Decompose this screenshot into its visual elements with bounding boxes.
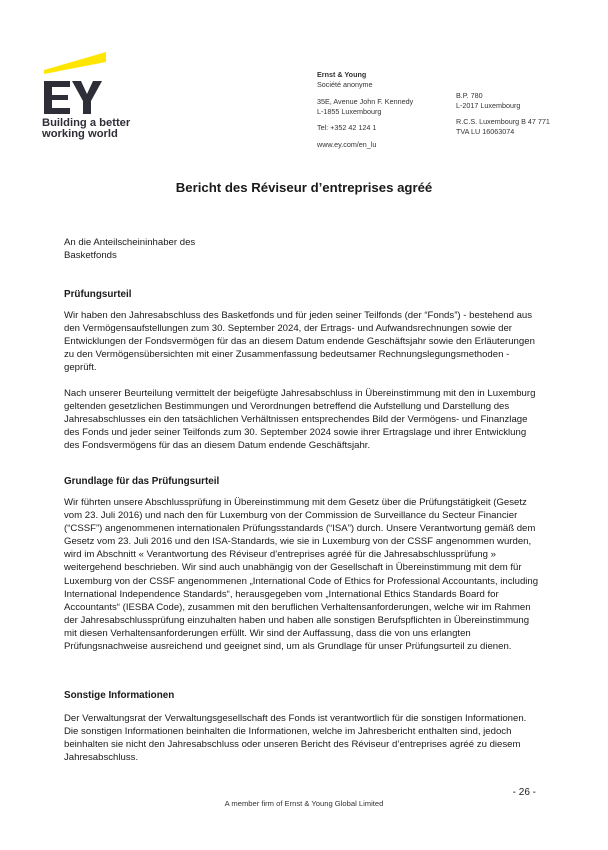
paragraph-pruefungsurteil-1: Wir haben den Jahresabschluss des Basketfonds und für jeden seiner Teilfonds (der “Fonds”) - bestehend aus den Vermögensaufstellungen zum 30. September 2024, der Ertrags- und Aufwandsrechnungen sowie der Entwicklungen der Fondsvermögen für das an diesem Datum endende Geschäftsjahr sowie den Erläuterungen zu den Vermögensübersichten mit einer Zusammenfassung bedeutsamer Rechnungslegungsmethoden - geprüft. — [64, 310, 535, 374]
paragraph-grundlage-1: Wir führten unsere Abschlussprüfung in Übereinstimmung mit dem Gesetz über die Prüfungstätigkeit (Gesetz vom 23. Juli 2016) und nach den für Luxemburg von der Commission de Surveillance du Secteur Financier (“CSSF”) angenommenen internationalen Prüfungsstandards (“ISA”) durch. Unsere Verantwortung gemäß dem Gesetz vom 23. Juli 2016 und den ISA-Standards, wie sie in Luxemburg von der CSSF angenommen wurden, wird im Abschnitt « Verantwortung des Réviseur d’entreprises agréé für die Jahresabschlussprüfung » weitergehend beschrieben. Wir sind auch unabhängig von der Gesellschaft in Übereinstimmung mit dem für Luxemburg von der CSSF angenommenen „International Code of Ethics for Professional Accountants, including International Independence Standards“, herausgegeben vom „International Ethics Standards Board for Accountants“ (IESBA Code), zusammen mit den beruflichen Verhaltensanforderungen, welche wir im Rahmen der Jahresabschlussprüfung einzuhalten haben und haben alle sonstigen Berufspflichten in Übereinstimmung mit diesen Verhaltensanforderungen erfüllt. Wir sind der Auffassung, dass die von uns erlangten Prüfungsnachweise ausreichend und geeignet sind, um als Grundlage für unser Prüfungsurteil zu dienen. — [64, 497, 539, 653]
page-footer: A member firm of Ernst & Young Global Limited — [224, 799, 384, 808]
section-heading-pruefungsurteil: Prüfungsurteil — [64, 289, 132, 300]
company-tva: TVA LU 16063074 — [456, 126, 515, 136]
company-city: L-1855 Luxembourg — [317, 106, 382, 116]
addressee-line2: Basketfonds — [64, 250, 117, 262]
paragraph-pruefungsurteil-2: Nach unserer Beurteilung vermittelt der beigefügte Jahresabschluss in Übereinstimmung mit den in Luxemburg geltenden gesetzlichen Bestimmungen und Verordnungen betreffend die Aufstellung und Darstellung des Jahresabschlusses ein den tatsächlichen Verhältnissen entsprechendes Bild der Vermögens- und Finanzlage des Fonds und jeder seiner Teilfonds zum 30. September 2024 sowie ihrer Ertragslage und ihrer Entwicklung des Fondsvermögens für das an diesem Datum endende Geschäftsjahr. — [64, 388, 536, 452]
company-bp: B.P. 780 — [456, 91, 483, 100]
letterhead-right — [456, 91, 550, 136]
ey-logo-beam — [44, 52, 106, 74]
report-title: Bericht des Réviseur d’entreprises agréé — [175, 180, 433, 195]
company-web: www.ey.com/en_lu — [317, 139, 377, 149]
letterhead-left — [317, 70, 413, 149]
company-name: Ernst & Young — [317, 70, 367, 79]
company-tel: Tel: +352 42 124 1 — [317, 123, 377, 132]
company-street: 35E, Avenue John F. Kennedy — [317, 97, 414, 106]
company-bp-city: L-2017 Luxembourg — [456, 100, 521, 110]
logo-tagline-line2: working world — [42, 128, 118, 140]
section-heading-sonstige: Sonstige Informationen — [64, 690, 175, 701]
section-heading-grundlage: Grundlage für das Prüfungsurteil — [64, 476, 220, 487]
ey-logo-e — [44, 81, 70, 114]
logo-tagline — [42, 118, 130, 140]
logo-tagline-line1: Building a better — [42, 117, 131, 129]
paragraph-sonstige-1: Der Verwaltungsrat der Verwaltungsgesellschaft des Fonds ist verantwortlich für die sonstigen Informationen. Die sonstigen Informationen beinhalten die Informationen, welche im Jahresbericht enthalten sind, jedoch beinhalten sie nicht den Jahresabschluss oder unseren Bericht des Réviseur d’entreprises agréé zu diesem Jahresabschluss. — [64, 713, 527, 764]
ey-logo-mark — [40, 44, 150, 114]
addressee-line1: An die Anteilscheininhaber des — [64, 237, 196, 248]
ey-logo-y — [72, 81, 102, 114]
company-type: Société anonyme — [317, 79, 373, 89]
addressee — [64, 236, 542, 262]
company-rcs: R.C.S. Luxembourg B 47 771 — [456, 117, 550, 126]
page-number: - 26 - — [512, 787, 536, 798]
